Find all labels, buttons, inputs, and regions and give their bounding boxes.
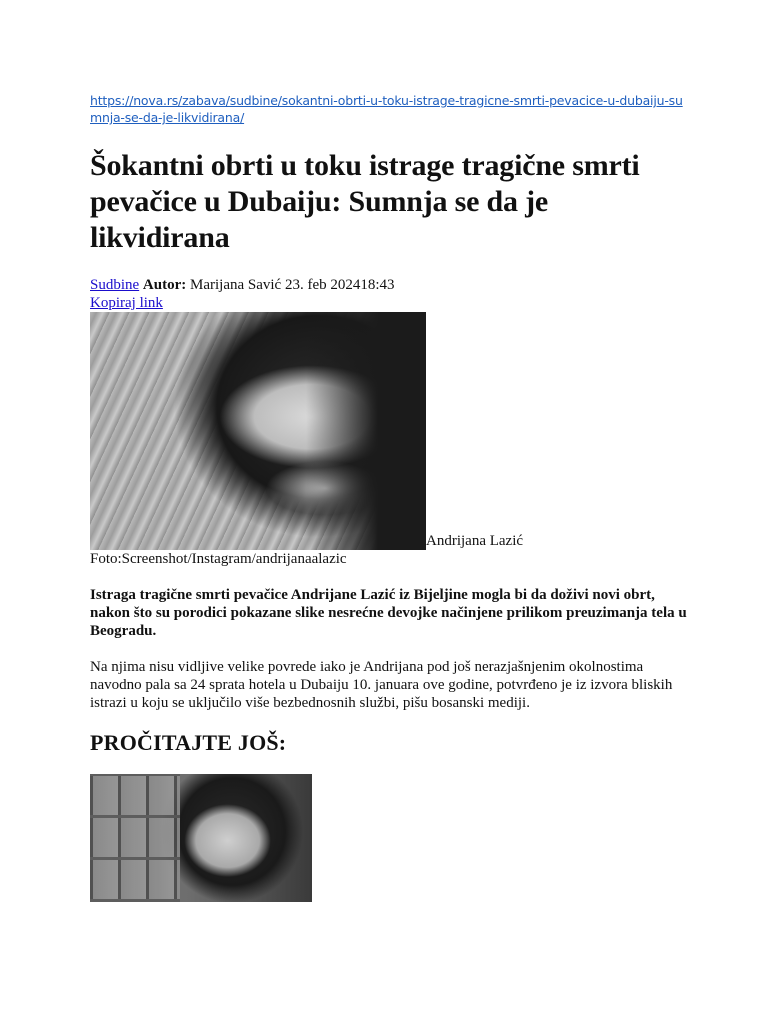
article-figure	[90, 312, 690, 550]
author-label: Autor:	[142, 277, 187, 293]
source-url-link[interactable]: https://nova.rs/zabava/sudbine/sokantni-obrti-u-toku-istrage-tragicne-smrti-pevacice-u-dubaiju-sumnja-se-da-je-likvidirana/	[90, 93, 683, 125]
document-page	[90, 92, 690, 902]
photo-credit: Foto:Screenshot/Instagram/andrijanaalazic	[90, 551, 347, 567]
article-lead: Istraga tragične smrti pevačice Andrijane Lazić iz Bijeljine mogla bi da doživi novi obrt, nakon što su porodici pokazane slike nesrećne devojke načinjene prilikom preuzimanja tela u Beogradu.	[90, 587, 687, 639]
publish-date: 23. feb 2024	[284, 277, 361, 293]
article-title: Šokantni obrti u toku istrage tragične smrti pevačice u Dubaiju: Sumnja se da je likvidirana	[90, 149, 640, 254]
image-caption: Andrijana Lazić	[426, 533, 524, 549]
author-name: Marijana Savić	[190, 277, 282, 293]
article-photo	[90, 312, 426, 550]
copy-link[interactable]: Kopiraj link	[90, 295, 163, 311]
related-article-thumbnail[interactable]	[90, 774, 312, 902]
publish-time: 18:43	[360, 277, 395, 293]
article-meta	[90, 276, 690, 294]
read-more-heading: PROČITAJTE JOŠ:	[90, 730, 287, 755]
category-link[interactable]: Sudbine	[90, 277, 140, 293]
article-body-paragraph: Na njima nisu vidljive velike povrede iako je Andrijana pod još nerazjašnjenim okolnostima navodno pala sa 24 sprata hotela u Dubaiju 10. januara ove godine, potvrđeno je iz izvora bliskih istrazi u koju se uključilo više bezbednosnih službi, pišu bosanski mediji.	[90, 659, 673, 711]
